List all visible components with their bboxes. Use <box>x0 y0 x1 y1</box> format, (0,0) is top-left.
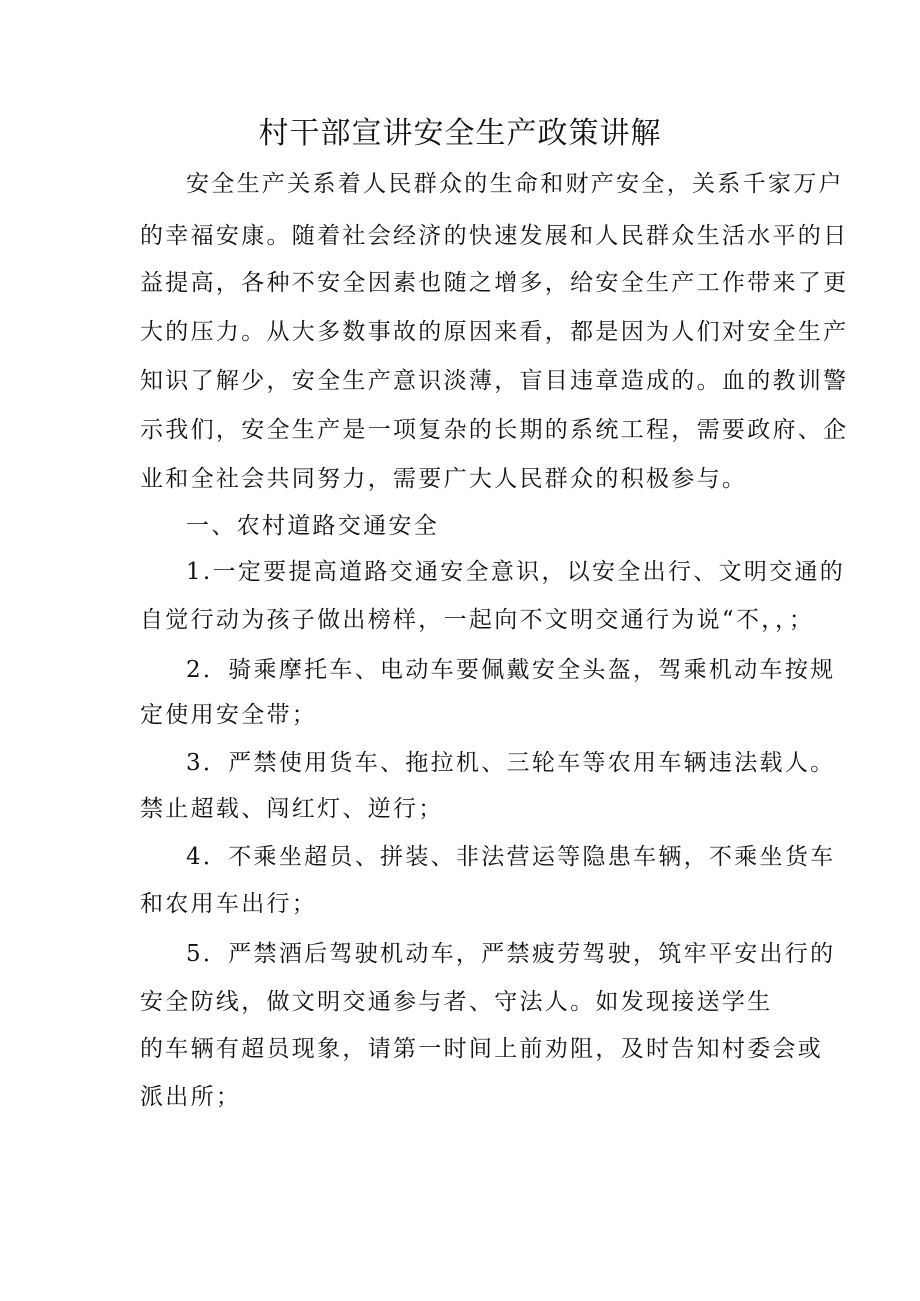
paragraph-line: 业和全社会共同努力，需要广大人民群众的积极参与。 <box>140 466 748 492</box>
section-heading: 一、农村道路交通安全 <box>186 513 439 539</box>
document-title: 村干部宣讲安全生产政策讲解 <box>258 116 662 151</box>
paragraph-line: 知识了解少，安全生产意识淡薄，盲目违章造成的。血的教训警 <box>140 368 849 394</box>
list-item-line: 和农用车出行； <box>140 891 318 917</box>
list-item-line: 3．严禁使用货车、拖拉机、三轮车等农用车辆违法载人。 <box>186 750 836 776</box>
list-item-line: 定使用安全带； <box>140 702 318 728</box>
list-item-line: 4．不乘坐超员、拼装、非法营运等隐患车辆，不乘坐货车 <box>186 844 836 870</box>
list-item-line: 自觉行动为孩子做出榜样，一起向不文明交通行为说“不，，； <box>140 607 815 633</box>
list-item-line: 1.一定要提高道路交通安全意识，以安全出行、文明交通的 <box>186 559 846 585</box>
paragraph-line: 示我们，安全生产是一项复杂的长期的系统工程，需要政府、企 <box>140 417 849 443</box>
list-item-line: 派出所； <box>140 1084 242 1110</box>
list-item-line: 的车辆有超员现象，请第一时间上前劝阻，及时告知村委会或 <box>140 1036 824 1062</box>
paragraph-line: 大的压力。从大多数事故的原因来看，都是因为人们对安全生产 <box>140 319 849 345</box>
paragraph-line: 的幸福安康。随着社会经济的快速发展和人民群众生活水平的日 <box>140 223 849 249</box>
paragraph-line: 安全生产关系着人民群众的生命和财产安全，关系千家万户 <box>186 171 844 197</box>
list-item-line: 2．骑乘摩托车、电动车要佩戴安全头盔，驾乘机动车按规 <box>186 657 836 683</box>
list-item-line: 禁止超载、闯红灯、逆行； <box>140 796 444 822</box>
paragraph-line: 益提高，各种不安全因素也随之增多，给安全生产工作带来了更 <box>140 270 849 296</box>
list-item-line: 安全防线，做文明交通参与者、守法人。如发现接送学生 <box>140 989 773 1015</box>
list-item-line: 5．严禁酒后驾驶机动车，严禁疲劳驾驶，筑牢平安出行的 <box>186 941 836 967</box>
